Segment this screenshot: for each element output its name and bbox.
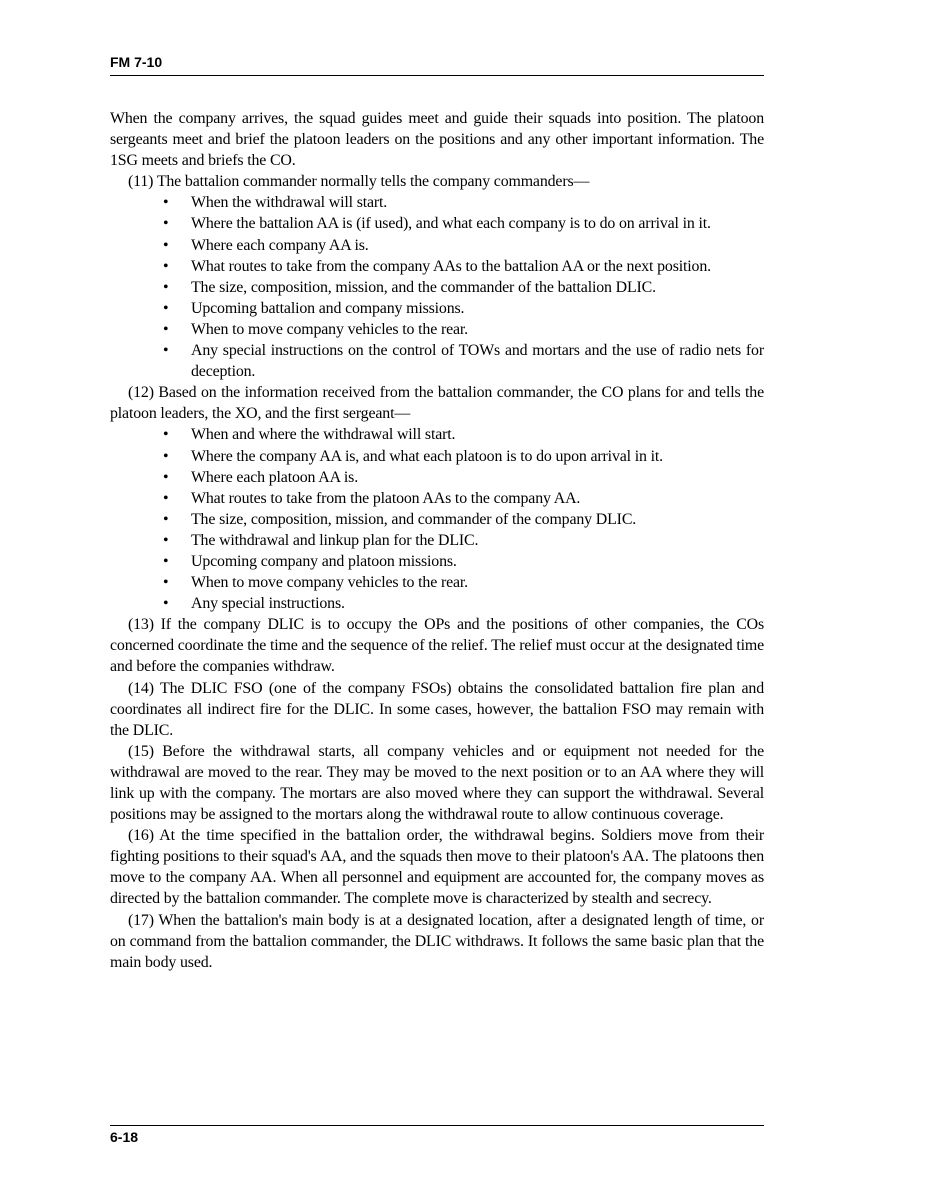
list-item-text: When to move company vehicles to the rear. xyxy=(191,320,468,338)
list-12 xyxy=(110,424,764,614)
page-number: 6-18 xyxy=(110,1129,139,1145)
bullet-icon: • xyxy=(163,320,169,338)
list-item-text: Any special instructions on the control of TOWs and mortars and the use of radio nets for deception. xyxy=(191,342,764,381)
page-body xyxy=(110,108,764,973)
list-item-text: What routes to take from the platoon AAs to the company AA. xyxy=(191,489,581,507)
list-item xyxy=(110,340,764,382)
bullet-icon: • xyxy=(163,510,169,528)
bullet-icon: • xyxy=(163,595,169,613)
list-item-text: Where each platoon AA is. xyxy=(191,468,359,486)
list-item xyxy=(110,256,764,277)
bullet-icon: • xyxy=(163,342,169,360)
paragraph-11: (11) The battalion commander normally tells the company commanders— xyxy=(128,173,590,191)
list-item xyxy=(110,424,764,445)
list-item xyxy=(110,192,764,213)
list-item-text: When to move company vehicles to the rear. xyxy=(191,574,468,592)
bullet-icon: • xyxy=(163,574,169,592)
bullet-icon: • xyxy=(163,426,169,444)
paragraph-12: (12) Based on the information received from the battalion commander, the CO plans for and tells the platoon leaders, the XO, and the first sergeant— xyxy=(110,384,764,423)
bullet-icon: • xyxy=(163,552,169,570)
bullet-icon: • xyxy=(163,468,169,486)
bullet-icon: • xyxy=(163,531,169,549)
list-item xyxy=(110,467,764,488)
bullet-icon: • xyxy=(163,236,169,254)
list-item-text: When and where the withdrawal will start. xyxy=(191,426,456,444)
paragraph-13: (13) If the company DLIC is to occupy the OPs and the positions of other companies, the COs concerned coordinate the time and the sequence of the relief. The relief must occur at the designated time and before the companies withdraw. xyxy=(110,616,764,676)
footer-rule xyxy=(110,1125,764,1126)
list-item xyxy=(110,446,764,467)
bullet-icon: • xyxy=(163,215,169,233)
list-item xyxy=(110,572,764,593)
list-item xyxy=(110,488,764,509)
bullet-icon: • xyxy=(163,257,169,275)
list-item xyxy=(110,277,764,298)
list-item-text: When the withdrawal will start. xyxy=(191,194,388,212)
list-item-text: Upcoming battalion and company missions. xyxy=(191,299,465,317)
bullet-icon: • xyxy=(163,299,169,317)
list-11 xyxy=(110,192,764,382)
list-item xyxy=(110,530,764,551)
bullet-icon: • xyxy=(163,447,169,465)
paragraph-14: (14) The DLIC FSO (one of the company FSOs) obtains the consolidated battalion fire plan and coordinates all indirect fire for the DLIC. In some cases, however, the battalion FSO may remain with the DLIC. xyxy=(110,679,764,739)
list-item-text: The withdrawal and linkup plan for the DLIC. xyxy=(191,531,479,549)
header-title: FM 7-10 xyxy=(110,54,163,70)
list-item-text: Where each company AA is. xyxy=(191,236,369,254)
list-item-text: Where the company AA is, and what each platoon is to do upon arrival in it. xyxy=(191,447,663,465)
list-item xyxy=(110,593,764,614)
list-item-text: What routes to take from the company AAs to the battalion AA or the next position. xyxy=(191,257,711,275)
list-item-text: The size, composition, mission, and the commander of the battalion DLIC. xyxy=(191,278,656,296)
bullet-icon: • xyxy=(163,278,169,296)
paragraph-16: (16) At the time specified in the battalion order, the withdrawal begins. Soldiers move from their fighting positions to their squad's AA, and the squads then move to their platoon's AA. The platoons then move to the company AA. When all personnel and equipment are accounted for, the company moves as directed by the battalion commander. The complete move is characterized by stealth and secrecy. xyxy=(110,827,764,908)
bullet-icon: • xyxy=(163,489,169,507)
list-item xyxy=(110,298,764,319)
list-item xyxy=(110,551,764,572)
list-item xyxy=(110,235,764,256)
list-item xyxy=(110,509,764,530)
paragraph-intro: When the company arrives, the squad guides meet and guide their squads into position. The platoon sergeants meet and brief the platoon leaders on the positions and any other important information. The 1SG meets and briefs the CO. xyxy=(110,110,764,170)
list-item-text: Upcoming company and platoon missions. xyxy=(191,552,457,570)
list-item-text: The size, composition, mission, and commander of the company DLIC. xyxy=(191,510,637,528)
list-item xyxy=(110,319,764,340)
list-item xyxy=(110,213,764,234)
paragraph-15: (15) Before the withdrawal starts, all company vehicles and or equipment not needed for the withdrawal are moved to the rear. They may be moved to the next position or to an AA where they will link up with the company. The mortars are also moved where they can support the withdrawal. Several positions may be assigned to the mortars along the withdrawal route to allow continuous coverage. xyxy=(110,742,764,824)
header-rule xyxy=(110,75,764,76)
list-item-text: Where the battalion AA is (if used), and what each company is to do on arrival in it. xyxy=(191,215,711,233)
bullet-icon: • xyxy=(163,194,169,212)
list-item-text: Any special instructions. xyxy=(191,595,345,613)
paragraph-17: (17) When the battalion's main body is at a designated location, after a designated length of time, or on command from the battalion commander, the DLIC withdraws. It follows the same basic plan that the main body used. xyxy=(110,911,764,971)
